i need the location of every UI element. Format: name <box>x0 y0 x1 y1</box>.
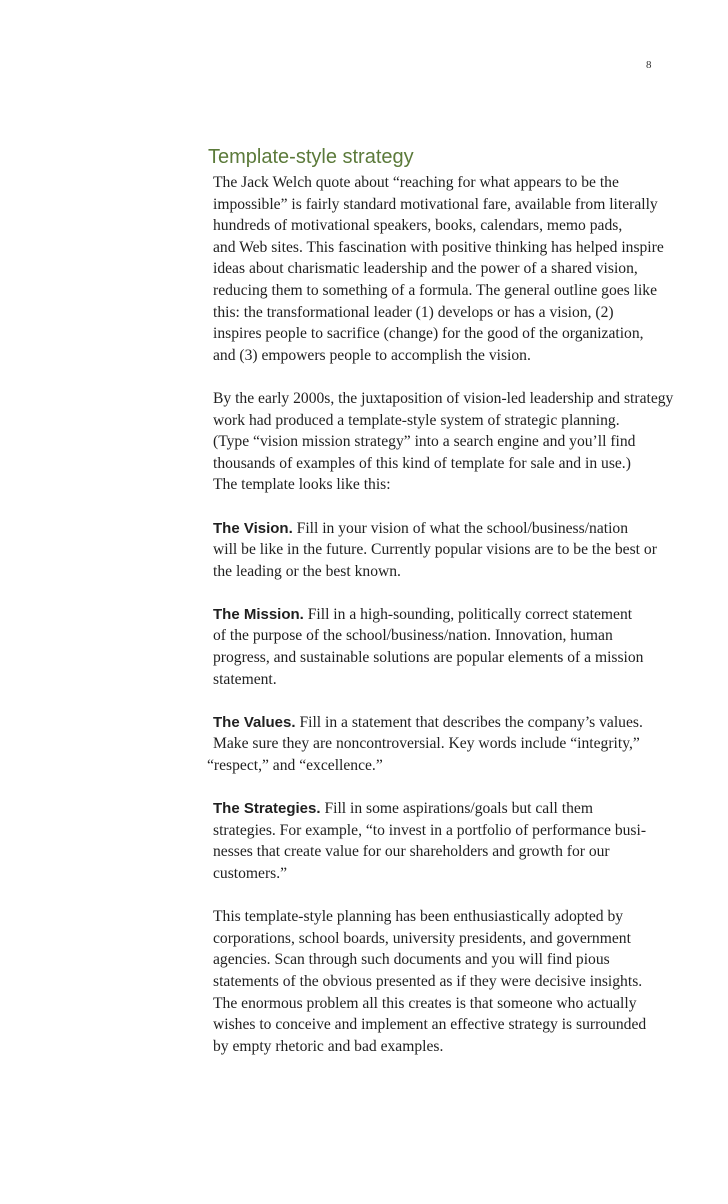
text-line: customers.” <box>213 865 288 882</box>
paragraph-vision <box>213 518 683 583</box>
values-text: Fill in a statement that describes the company’s values. <box>295 713 643 731</box>
text-line: progress, and sustainable solutions are popular elements of a mission <box>213 649 644 667</box>
page-number: 8 <box>646 59 652 71</box>
text-line: inspires people to sacrifice (change) for the good of the organization, <box>213 325 644 343</box>
text-line <box>213 798 683 820</box>
text-line: this: the transformational leader (1) develops or has a vision, (2) <box>213 303 614 321</box>
text-line <box>213 712 683 734</box>
body-text <box>207 172 683 1079</box>
text-line: wishes to conceive and implement an effective strategy is surrounded <box>213 1016 647 1034</box>
text-line: ideas about charismatic leadership and the power of a shared vision, <box>213 260 638 278</box>
text-line: the leading or the best known. <box>213 562 401 580</box>
text-line: (Type “vision mission strategy” into a search engine and you’ll find <box>213 433 636 451</box>
text-line: nesses that create value for our shareholders and growth for our <box>213 843 610 861</box>
text-line: by empty rhetoric and bad examples. <box>213 1037 444 1055</box>
text-line <box>213 518 683 540</box>
paragraph-mission <box>213 604 683 690</box>
strategies-lead: The Strategies. <box>213 800 321 818</box>
text-line: will be like in the future. Currently popular visions are to be the best or <box>213 541 657 559</box>
paragraph-strategies <box>213 798 683 884</box>
text-line: Make sure they are noncontroversial. Key words include “integrity,” <box>213 735 640 753</box>
paragraph-values <box>207 712 683 777</box>
text-line: reducing them to something of a formula. The general outline goes like <box>213 281 658 299</box>
text-line: By the early 2000s, the juxtaposition of vision-led leadership and strategy <box>213 389 674 407</box>
values-lead: The Values. <box>213 713 296 731</box>
paragraph-conclusion <box>213 906 683 1057</box>
paragraph-intro <box>213 172 683 366</box>
text-line: “respect,” and “excellence.” <box>207 757 383 775</box>
mission-text: Fill in a high-sounding, politically correct statement <box>303 605 633 623</box>
strategies-text: Fill in some aspirations/goals but call them <box>320 800 593 818</box>
paragraph-template-history <box>213 388 683 496</box>
text-line: of the purpose of the school/business/nation. Innovation, human <box>213 627 613 645</box>
text-line: work had produced a template-style system of strategic planning. <box>213 411 620 429</box>
text-line: statement. <box>213 670 277 688</box>
text-line: The enormous problem all this creates is that someone who actually <box>213 994 637 1012</box>
text-line: strategies. For example, “to invest in a portfolio of performance busi- <box>213 821 647 839</box>
text-line: and Web sites. This fascination with positive thinking has helped inspire <box>213 238 664 256</box>
text-line: corporations, school boards, university presidents, and government <box>213 929 631 947</box>
vision-text: Fill in your vision of what the school/business/nation <box>292 519 629 537</box>
text-line: statements of the obvious presented as if they were decisive insights. <box>213 972 643 990</box>
text-line: agencies. Scan through such documents and you will find pious <box>213 951 610 969</box>
text-line: and (3) empowers people to accomplish the vision. <box>213 346 531 364</box>
text-line <box>213 604 683 626</box>
vision-lead: The Vision. <box>213 519 293 537</box>
text-line: thousands of examples of this kind of template for sale and in use.) <box>213 454 631 472</box>
text-line: This template-style planning has been enthusiastically adopted by <box>213 908 624 926</box>
section-heading: Template-style strategy <box>208 146 414 168</box>
mission-lead: The Mission. <box>213 605 304 623</box>
text-line: The template looks like this: <box>213 476 391 494</box>
text-line: hundreds of motivational speakers, books, calendars, memo pads, <box>213 217 623 235</box>
text-line: The Jack Welch quote about “reaching for what appears to be the <box>213 174 619 191</box>
text-line: impossible” is fairly standard motivational fare, available from literally <box>213 195 658 213</box>
